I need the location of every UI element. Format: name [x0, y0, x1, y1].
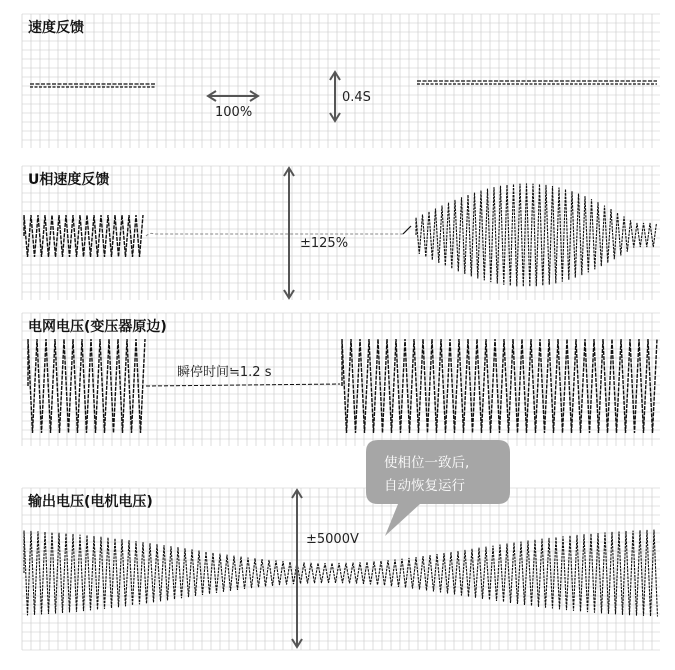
interruption-time-label: 瞬停时间≒1.2 s	[177, 365, 272, 380]
grid-voltage-trace-before	[28, 339, 145, 433]
u-phase-trace-after	[416, 183, 657, 286]
grid-panel-1	[22, 14, 660, 148]
callout-line-2: 自动恢复运行	[384, 478, 465, 494]
amplitude-scale-label-output: ±5000V	[306, 532, 359, 547]
amplitude-scale-label-u-phase: ±125%	[300, 236, 349, 251]
panel-title-speed-feedback: 速度反馈	[28, 20, 84, 36]
grid-voltage-trace-after	[342, 339, 657, 433]
panel-title-grid-voltage: 电网电压(变压器原边)	[28, 319, 167, 335]
callout-line-1: 使相位一致后,	[384, 455, 470, 471]
time-scale-label: 100%	[215, 105, 253, 120]
panel-title-output-voltage: 输出电压(电机电压)	[28, 494, 153, 510]
u-phase-trace-step	[403, 226, 411, 234]
u-phase-trace-before	[24, 215, 143, 257]
u-phase-trace-gap	[146, 233, 403, 236]
panel-title-u-phase-speed: U相速度反馈	[28, 172, 110, 188]
callout-bubble	[366, 440, 510, 536]
amplitude-scale-label-speed: 0.4S	[342, 90, 371, 105]
